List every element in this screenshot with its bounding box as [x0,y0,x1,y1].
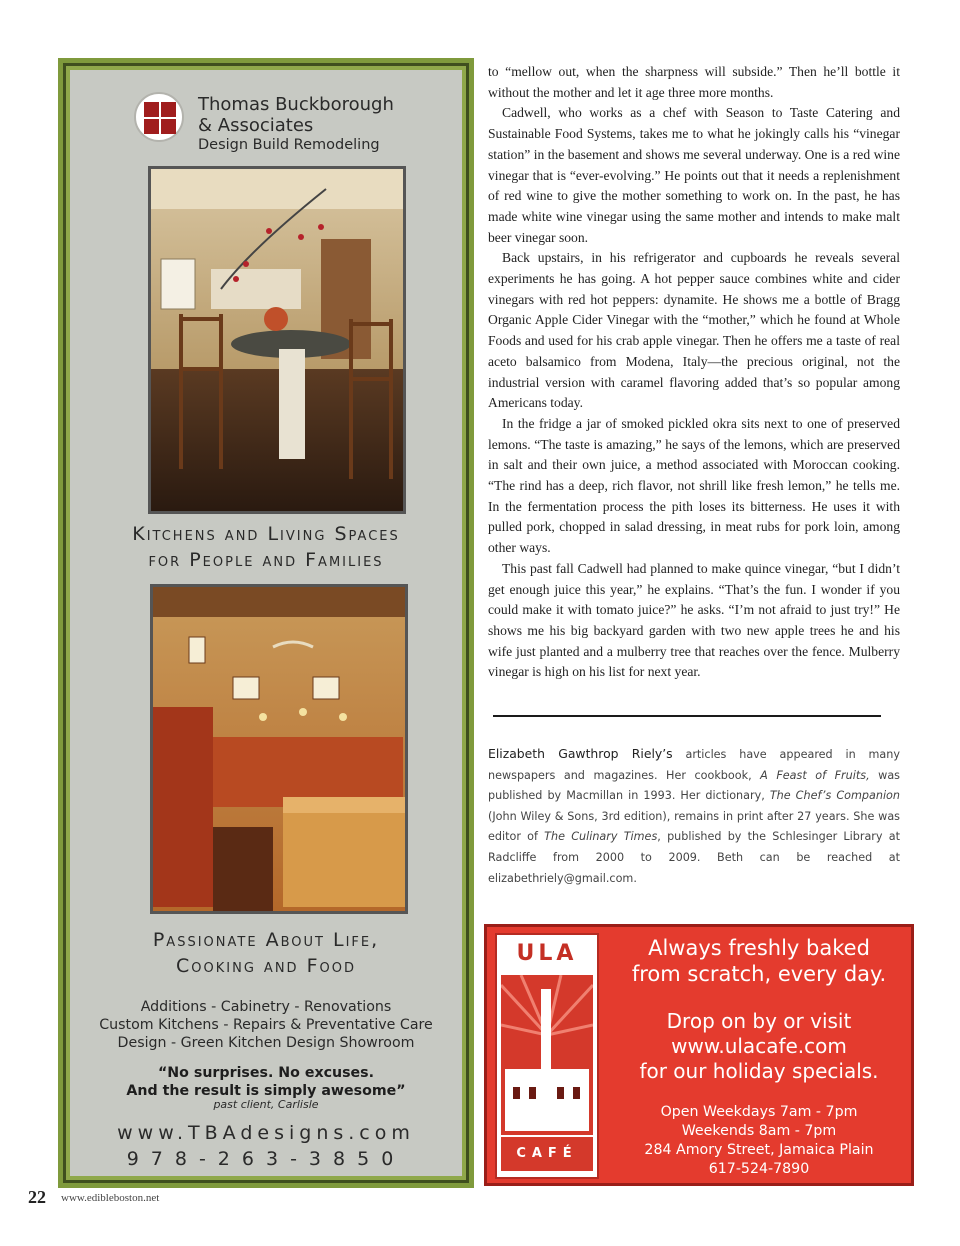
service-line: Additions - Cabinetry - Renovations [140,999,392,1015]
ula-line-5: for our holiday specials. [639,1059,879,1083]
services-list [70,998,462,1052]
ula-cafe-advertisement [484,924,914,1186]
page-number: 22 [28,1187,46,1207]
company-line-3: Design Build Remodeling [198,137,380,153]
ula-phone: 617-524-7890 [708,1161,810,1177]
footer-url: www.edibleboston.net [61,1192,160,1204]
ula-logo-subtext: CAFÉ [516,1146,578,1161]
ad-frame-inner [66,66,466,1180]
ula-line-1: Always freshly baked [648,936,870,960]
quote-line-1: “No surprises. No excuses. [157,1065,375,1081]
book-title: The Chef’s Companion [769,789,900,803]
article-paragraph: Cadwell, who works as a chef with Season to Taste Catering and Sustainable Food Systems, takes me to what he jokingly calls his “vinegar station” in the basement and shows me several underway. One is a red wine vinegar that is “ever-evolving.” He points out that it needs a replenishment of red wine to give the mother something to work on. In the past, he has made white wine vinegar using the same mother and intends to make malt beer vinegar soon. [488,105,900,245]
testimonial-quote [70,1064,462,1100]
article-paragraph: This past fall Cadwell had planned to make quince vinegar, “but I didn’t get enough juice this year,” he explains. “That’s the fun. I wonder if you could make it with tomato juice?” he asks. “I’m not afraid to just try!” He shows me his big backyard garden with two new apple trees he and his wife just planted and a mulberry tree that reaches over the fence. Mulberry vinegar is high on his list for next year. [488,560,900,680]
service-line: Custom Kitchens - Repairs & Preventative Care [99,1017,433,1033]
tba-phone: 978-263-3850 [126,1148,406,1170]
tagline-1-line-1: Kitchens and Living Spaces [132,523,400,545]
bio-text: , published by the Schlesinger Library at Radcliffe from 2000 to 2009. Beth can be reached at elizabethriely@gmail.com. [488,830,900,885]
author-bio [488,744,900,889]
factory-smokestack-icon [501,975,593,1135]
company-line-1: Thomas Buckborough [198,94,394,115]
ula-logo [495,933,599,1179]
tba-advertisement [58,58,474,1188]
bio-text: (John Wiley & Sons, 3rd edition), remains in print after 27 years. She was editor of [488,809,900,844]
ula-hours-weekdays: Open Weekdays 7am - 7pm [660,1104,858,1120]
publication-title: The Culinary Times [544,830,658,844]
tagline-passionate [70,927,462,979]
tba-website: www.TBAdesigns.com [117,1122,415,1144]
kitchen-photo-1 [148,166,406,514]
article-paragraph: Back upstairs, in his refrigerator and cupboards he reveals several experiments he has going. A hot pepper sauce combines white and cider vinegars with red hot peppers: dynamite. He shows me a bottle of Bragg Organic Apple Cider Vinegar with the “mother,” which he found at Whole Foods and used for his crab apple vinegar. Then he offers me a taste of real aceto balsamico from Modena, Italy—the precious original, not the industrial version with caramel flavoring added that’s so popular among Americans today. [488,250,900,411]
tagline-2-line-2: Cooking and Food [176,955,356,977]
author-name: Elizabeth Gawthrop Riely’s [488,746,673,761]
ula-logo-text: ULA [516,941,578,966]
kitchen-photo-2 [150,584,408,914]
book-title: A Feast of Fruits, [760,768,870,782]
bio-text: was published by Macmillan in 1993. Her dictionary, [488,768,900,803]
ula-line-2: from scratch, every day. [631,962,887,986]
quote-line-2: And the result is simply awesome” [126,1083,406,1099]
article-paragraph: In the fridge a jar of smoked pickled okra sits next to one of preserved lemons. “The taste is amazing,” he says of the lemons, which are preserved in salt and their own juice, a method associated with Moroccan cooking. “The rind has a deep, rich flavor, not shrill like fresh lemon,” he tells me. In the fermentation process the pith loses its bitterness. He uses it with pulled pork, chopped in salad dressing, in meat rubs for pork loin, among other ways. [488,415,900,556]
tba-company-name [198,94,394,154]
company-line-2: & Associates [198,115,314,136]
service-line: Design - Green Kitchen Design Showroom [117,1035,415,1051]
article-body [488,62,900,683]
quote-attribution: past client, Carlisle [213,1098,319,1111]
ula-visit [607,1009,911,1084]
tagline-1-line-2: for People and Families [148,549,384,571]
bio-text: articles have appeared in many newspapers and magazines. Her cookbook, [488,748,901,782]
ula-line-3: Drop on by or visit [666,1009,852,1033]
ad-frame [63,63,469,1183]
article-paragraph: to “mellow out, when the sharpness will subside.” Then he’ll bottle it without the mother and let it age three more months. [488,64,900,100]
tagline-kitchens [70,521,462,573]
ula-headline [607,935,911,987]
ula-hours-weekends: Weekends 8am - 7pm [681,1123,837,1139]
ula-website: www.ulacafe.com [671,1034,847,1058]
section-divider [493,715,881,717]
ula-address: 284 Amory Street, Jamaica Plain [644,1142,874,1158]
ula-hours-address [607,1103,911,1179]
tba-logo-icon [134,92,184,142]
ad-panel [70,70,462,1176]
tagline-2-line-1: Passionate About Life, [152,929,380,951]
cafe-band [501,1137,593,1171]
